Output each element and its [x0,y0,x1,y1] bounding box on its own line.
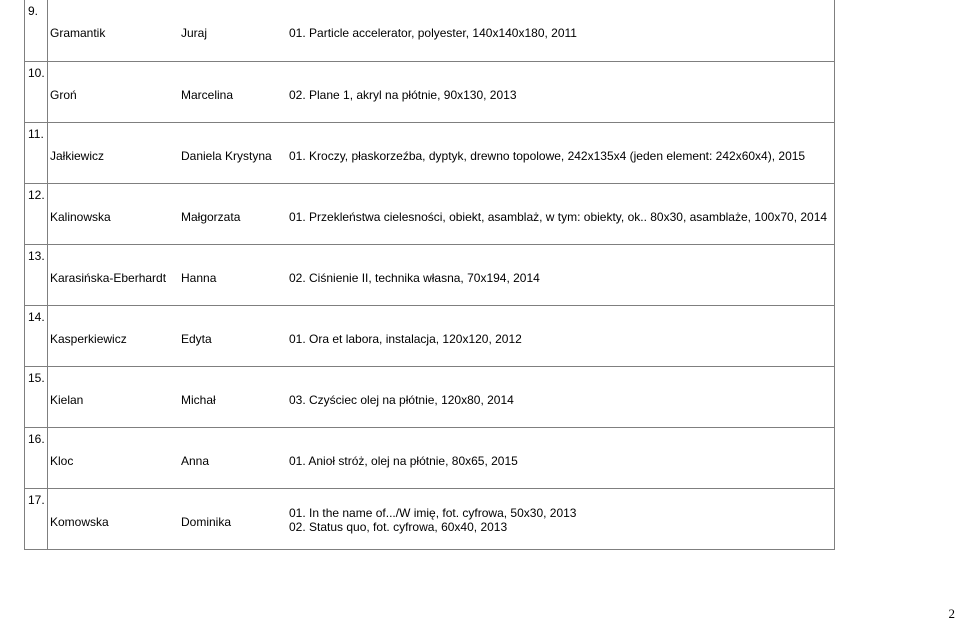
surname: Gramantik [50,26,106,40]
first-name: Marcelina [181,87,234,102]
surname: Kielan [50,392,84,407]
surname: Jałkiewicz [50,148,105,163]
table-row [25,305,835,366]
work-entry: 02. Ciśnienie II, technika własna, 70x194, 2014 [289,270,540,285]
work-entry: 01. Ora et labora, instalacja, 120x120, 2012 [289,331,522,346]
row-number-cell [25,366,48,427]
table-row [25,61,835,122]
row-number: 17. [28,492,45,507]
surname: Karasińska-Eberhardt [50,270,167,285]
surname: Komowska [50,514,109,529]
row-number-cell [25,183,48,244]
table-row [25,366,835,427]
row-number: 13. [28,248,45,263]
work-entry: 03. Czyściec olej na płótnie, 120x80, 2014 [289,392,514,407]
row-number-cell [25,244,48,305]
work-entry: 01. Kroczy, płaskorzeźba, dyptyk, drewno topolowe, 242x135x4 (jeden element: 242x60x4), 2015 [289,148,806,163]
row-number: 11. [28,126,44,141]
artist-entry-cell [48,488,835,549]
first-name: Daniela Krystyna [181,148,272,163]
first-name: Juraj [181,26,208,40]
row-number: 16. [28,431,45,446]
row-number-cell [25,122,48,183]
row-number: 15. [28,370,45,385]
row-number-cell [25,305,48,366]
first-name: Edyta [181,331,212,346]
participants-table [24,0,835,550]
artist-entry-cell [48,0,835,61]
artist-entry-cell [48,366,835,427]
first-name: Anna [181,453,210,468]
row-number-cell [25,488,48,549]
works-list [289,88,517,102]
page-number: 2 [948,606,955,621]
works-list [289,454,518,468]
table-row [25,0,835,61]
row-number: 9. [28,4,39,18]
works-list [289,393,514,407]
first-name: Hanna [181,270,217,285]
row-number-cell [25,61,48,122]
works-list [289,149,805,163]
work-entry: 01. Przekleństwa cielesności, obiekt, asamblaż, w tym: obiekty, ok.. 80x30, asamblaże, 100x70, 2014 [289,209,828,224]
first-name: Michał [181,392,216,407]
artist-entry-cell [48,427,835,488]
table-row [25,122,835,183]
work-entry: 01. Particle accelerator, polyester, 140x140x180, 2011 [289,26,577,40]
work-entry: 01. In the name of.../W imię, fot. cyfrowa, 50x30, 2013 [289,505,577,520]
artist-entry-cell [48,122,835,183]
row-number: 10. [28,65,45,80]
row-number: 12. [28,187,45,202]
works-list [289,271,540,285]
artist-entry-cell [48,61,835,122]
table-row [25,244,835,305]
works-list [289,506,576,534]
surname: Kloc [50,453,74,468]
table-row [25,427,835,488]
first-name: Małgorzata [181,209,241,224]
surname: Kasperkiewicz [50,331,127,346]
row-number-cell [25,0,48,61]
row-number-cell [25,427,48,488]
work-entry: 02. Status quo, fot. cyfrowa, 60x40, 2013 [289,519,508,534]
first-name: Dominika [181,514,232,529]
works-list [289,332,522,346]
table-row [25,488,835,549]
artist-entry-cell [48,244,835,305]
artist-entry-cell [48,183,835,244]
work-entry: 02. Plane 1, akryl na płótnie, 90x130, 2013 [289,87,517,102]
work-entry: 01. Anioł stróż, olej na płótnie, 80x65, 2015 [289,453,518,468]
works-list [289,26,577,40]
table-row [25,183,835,244]
row-number: 14. [28,309,45,324]
surname: Groń [50,87,77,102]
artist-entry-cell [48,305,835,366]
works-list [289,210,827,224]
surname: Kalinowska [50,209,111,224]
